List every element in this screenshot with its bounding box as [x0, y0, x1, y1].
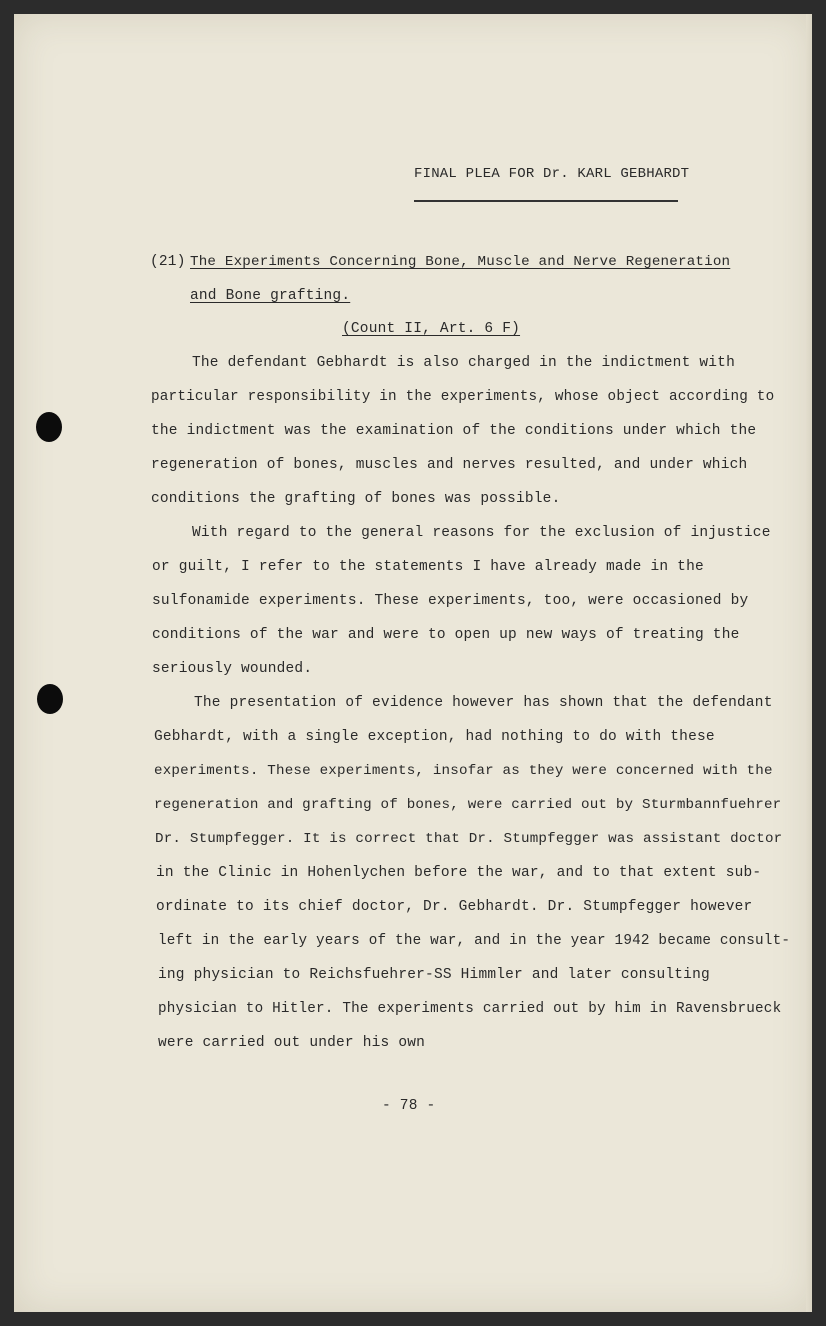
- document-page: [14, 14, 812, 1312]
- paragraph-line: The presentation of evidence however has shown that the defendant: [194, 695, 773, 711]
- paragraph-line: With regard to the general reasons for the exclusion of injustice: [192, 525, 771, 541]
- paragraph-line: or guilt, I refer to the statements I have already made in the: [152, 559, 704, 575]
- punch-hole: [37, 684, 63, 714]
- paragraph-line: particular responsibility in the experiments, whose object according to: [151, 389, 775, 405]
- section-heading-line1: The Experiments Concerning Bone, Muscle and Nerve Regeneration: [190, 254, 731, 270]
- paragraph-line: conditions the grafting of bones was possible.: [151, 491, 561, 507]
- paragraph-line: were carried out under his own: [158, 1035, 426, 1051]
- punch-hole: [36, 412, 62, 442]
- paragraph-line: Gebhardt, with a single exception, had nothing to do with these: [154, 729, 715, 745]
- paragraph-line: seriously wounded.: [152, 661, 313, 677]
- paragraph-line: left in the early years of the war, and in the year 1942 became consult-: [158, 933, 791, 949]
- paragraph-line: in the Clinic in Hohenlychen before the war, and to that extent sub-: [156, 865, 762, 881]
- paragraph-line: regeneration of bones, muscles and nerves resulted, and under which: [151, 457, 748, 473]
- page-edge: [806, 14, 812, 1312]
- header-underline: [414, 200, 678, 202]
- paragraph-line: ing physician to Reichsfuehrer-SS Himmler and later consulting: [158, 967, 710, 983]
- section-heading-line2: and Bone grafting.: [190, 288, 351, 304]
- page-number: - 78 -: [382, 1098, 436, 1114]
- paragraph-line: The defendant Gebhardt is also charged in the indictment with: [192, 355, 735, 371]
- paragraph-line: Dr. Stumpfegger. It is correct that Dr. Stumpfegger was assistant doctor: [155, 831, 783, 847]
- count-reference: (Count II, Art. 6 F): [342, 321, 521, 337]
- section-number: (21): [150, 254, 186, 270]
- paragraph-line: experiments. These experiments, insofar as they were concerned with the: [154, 763, 773, 779]
- paragraph-line: physician to Hitler. The experiments carried out by him in Ravensbrueck: [158, 1001, 782, 1017]
- paragraph-line: sulfonamide experiments. These experiments, too, were occasioned by: [152, 593, 749, 609]
- paragraph-line: conditions of the war and were to open up new ways of treating the: [152, 627, 740, 643]
- header-title: FINAL PLEA FOR Dr. KARL GEBHARDT: [414, 166, 690, 182]
- paragraph-line: ordinate to its chief doctor, Dr. Gebhardt. Dr. Stumpfegger however: [156, 899, 753, 915]
- paragraph-line: regeneration and grafting of bones, were carried out by Sturmbannfuehrer: [154, 797, 782, 813]
- paragraph-line: the indictment was the examination of the conditions under which the: [151, 423, 757, 439]
